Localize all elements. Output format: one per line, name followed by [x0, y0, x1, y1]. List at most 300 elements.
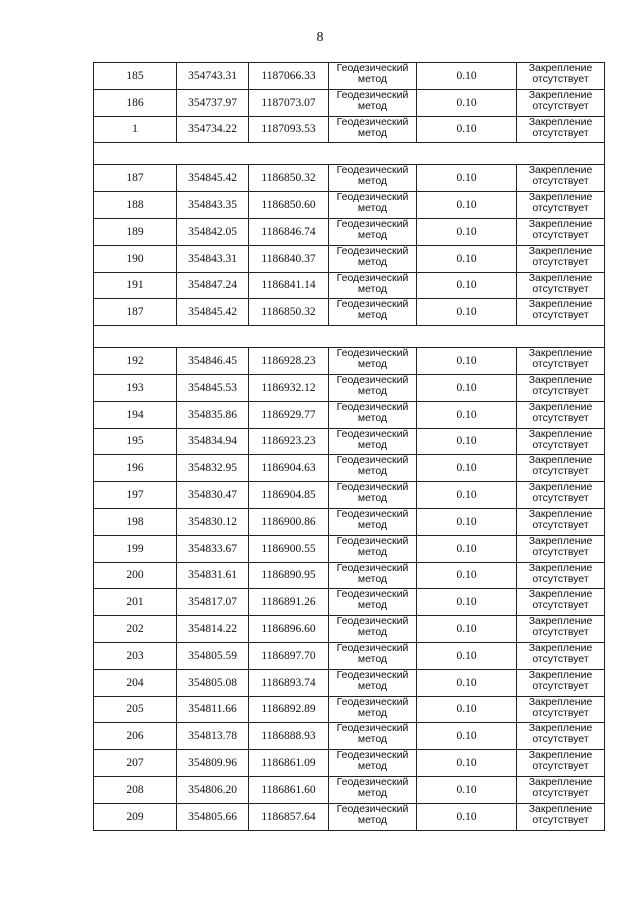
fixation-cell-line-2: отсутствует	[532, 786, 589, 799]
x-coordinate-cell: 354845.42	[177, 165, 249, 192]
method-cell-line-1: Геодезический	[336, 454, 409, 467]
table-row	[94, 776, 605, 803]
method-cell-line-1: Геодезический	[336, 642, 409, 654]
table-row	[94, 589, 605, 616]
point-number-cell: 197	[94, 482, 177, 509]
y-coordinate-cell: 1187066.33	[249, 63, 329, 90]
table-row	[94, 299, 605, 326]
method-cell-line-2: метод	[357, 786, 388, 799]
table-row	[94, 245, 605, 272]
y-coordinate-cell: 1186893.74	[249, 669, 329, 696]
fixation-cell-line-2: отсутствует	[532, 255, 589, 268]
fixation-cell-line-1: Закрепление	[528, 298, 593, 311]
y-coordinate-cell: 1186900.55	[249, 535, 329, 562]
x-coordinate-cell: 354845.42	[177, 299, 249, 326]
method-cell-line-2: метод	[357, 228, 388, 241]
method-cell-line-1: Геодезический	[336, 722, 409, 735]
point-number-cell: 199	[94, 535, 177, 562]
fixation-cell	[517, 272, 605, 299]
fixation-cell	[517, 165, 605, 192]
fixation-cell-line-1: Закрепление	[528, 749, 593, 762]
precision-cell: 0.10	[417, 535, 517, 562]
precision-cell: 0.10	[417, 508, 517, 535]
method-cell-line-1: Геодезический	[336, 374, 409, 386]
x-coordinate-cell: 354831.61	[177, 562, 249, 589]
precision-cell: 0.10	[417, 165, 517, 192]
fixation-cell-line-1: Закрепление	[528, 116, 593, 128]
fixation-cell-line-2: отсутствует	[532, 438, 589, 451]
fixation-cell-line-1: Закрепление	[528, 696, 593, 708]
point-number-cell: 1	[94, 116, 177, 143]
point-number-cell: 187	[94, 299, 177, 326]
x-coordinate-cell: 354835.86	[177, 401, 249, 428]
y-coordinate-cell: 1186892.89	[249, 696, 329, 723]
table-row	[94, 89, 605, 116]
fixation-cell-line-1: Закрепление	[528, 89, 593, 101]
point-number-cell: 208	[94, 776, 177, 803]
fixation-cell-line-1: Закрепление	[528, 62, 593, 74]
x-coordinate-cell: 354830.12	[177, 508, 249, 535]
group-separator-cell	[94, 326, 605, 348]
fixation-cell-line-1: Закрепление	[528, 508, 593, 520]
point-number-cell: 186	[94, 89, 177, 116]
method-cell-line-1: Геодезический	[336, 245, 409, 257]
method-cell-line-2: метод	[357, 358, 388, 371]
method-cell-line-2: метод	[357, 599, 388, 612]
fixation-cell-line-2: отсутствует	[532, 358, 589, 371]
table-row	[94, 63, 605, 90]
point-number-cell: 195	[94, 428, 177, 455]
fixation-cell-line-1: Закрепление	[528, 164, 593, 177]
y-coordinate-cell: 1186891.26	[249, 589, 329, 616]
y-coordinate-cell: 1186904.63	[249, 455, 329, 482]
group-separator-row	[94, 326, 605, 348]
point-number-cell: 206	[94, 723, 177, 750]
y-coordinate-cell: 1187093.53	[249, 116, 329, 143]
x-coordinate-cell: 354834.94	[177, 428, 249, 455]
x-coordinate-cell: 354843.31	[177, 245, 249, 272]
y-coordinate-cell: 1186900.86	[249, 508, 329, 535]
fixation-cell-line-2: отсутствует	[532, 706, 589, 719]
x-coordinate-cell: 354814.22	[177, 616, 249, 643]
point-number-cell: 205	[94, 696, 177, 723]
method-cell	[329, 401, 417, 428]
method-cell-line-1: Геодезический	[336, 62, 409, 74]
fixation-cell-line-1: Закрепление	[528, 615, 593, 628]
x-coordinate-cell: 354843.35	[177, 192, 249, 219]
fixation-cell-line-2: отсутствует	[532, 228, 589, 241]
table-row	[94, 803, 605, 830]
table-row	[94, 348, 605, 375]
fixation-cell-line-2: отсутствует	[532, 813, 589, 826]
table-row	[94, 116, 605, 143]
precision-cell: 0.10	[417, 245, 517, 272]
fixation-cell-line-2: отсутствует	[532, 384, 589, 397]
method-cell-line-2: метод	[357, 175, 388, 188]
method-cell-line-2: метод	[357, 706, 388, 719]
y-coordinate-cell: 1186850.32	[249, 165, 329, 192]
fixation-cell-line-2: отсутствует	[532, 652, 589, 665]
fixation-cell	[517, 455, 605, 482]
coordinates-table-body	[94, 63, 605, 831]
fixation-cell-line-1: Закрепление	[528, 669, 593, 681]
fixation-cell-line-2: отсутствует	[532, 411, 589, 424]
fixation-cell	[517, 348, 605, 375]
point-number-cell: 207	[94, 750, 177, 777]
fixation-cell-line-1: Закрепление	[528, 776, 593, 788]
method-cell	[329, 803, 417, 830]
table-row	[94, 535, 605, 562]
method-cell-line-2: метод	[357, 411, 388, 424]
fixation-cell	[517, 482, 605, 509]
method-cell-line-1: Геодезический	[336, 696, 409, 708]
fixation-cell-line-1: Закрепление	[528, 535, 593, 547]
x-coordinate-cell: 354842.05	[177, 218, 249, 245]
method-cell-line-1: Геодезический	[336, 508, 409, 520]
precision-cell: 0.10	[417, 562, 517, 589]
method-cell-line-2: метод	[357, 99, 388, 112]
x-coordinate-cell: 354805.08	[177, 669, 249, 696]
method-cell	[329, 616, 417, 643]
method-cell-line-1: Геодезический	[336, 428, 409, 440]
y-coordinate-cell: 1186923.23	[249, 428, 329, 455]
precision-cell: 0.10	[417, 428, 517, 455]
x-coordinate-cell: 354806.20	[177, 776, 249, 803]
method-cell-line-2: метод	[357, 438, 388, 451]
table-row	[94, 562, 605, 589]
precision-cell: 0.10	[417, 348, 517, 375]
fixation-cell-line-1: Закрепление	[528, 562, 593, 574]
fixation-cell	[517, 428, 605, 455]
method-cell-line-1: Геодезический	[336, 669, 409, 681]
y-coordinate-cell: 1186846.74	[249, 218, 329, 245]
method-cell-line-2: метод	[357, 492, 388, 505]
table-row	[94, 642, 605, 669]
fixation-cell	[517, 616, 605, 643]
method-cell	[329, 482, 417, 509]
fixation-cell-line-1: Закрепление	[528, 481, 593, 494]
fixation-cell-line-2: отсутствует	[532, 545, 589, 558]
method-cell	[329, 245, 417, 272]
point-number-cell: 185	[94, 63, 177, 90]
fixation-cell	[517, 374, 605, 401]
method-cell	[329, 696, 417, 723]
fixation-cell-line-2: отсутствует	[532, 518, 589, 531]
method-cell-line-1: Геодезический	[336, 535, 409, 547]
method-cell-line-2: метод	[357, 126, 388, 139]
table-row	[94, 218, 605, 245]
precision-cell: 0.10	[417, 374, 517, 401]
precision-cell: 0.10	[417, 89, 517, 116]
fixation-cell	[517, 508, 605, 535]
fixation-cell-line-1: Закрепление	[528, 401, 593, 413]
fixation-cell-line-2: отсутствует	[532, 175, 589, 188]
method-cell	[329, 192, 417, 219]
precision-cell: 0.10	[417, 723, 517, 750]
x-coordinate-cell: 354817.07	[177, 589, 249, 616]
fixation-cell-line-2: отсутствует	[532, 760, 589, 773]
fixation-cell	[517, 562, 605, 589]
fixation-cell-line-2: отсутствует	[532, 599, 589, 612]
precision-cell: 0.10	[417, 696, 517, 723]
x-coordinate-cell: 354805.66	[177, 803, 249, 830]
fixation-cell	[517, 803, 605, 830]
point-number-cell: 188	[94, 192, 177, 219]
point-number-cell: 189	[94, 218, 177, 245]
y-coordinate-cell: 1186928.23	[249, 348, 329, 375]
table-row	[94, 272, 605, 299]
table-row	[94, 750, 605, 777]
method-cell	[329, 116, 417, 143]
table-row	[94, 616, 605, 643]
y-coordinate-cell: 1186929.77	[249, 401, 329, 428]
method-cell-line-1: Геодезический	[336, 588, 409, 601]
y-coordinate-cell: 1186840.37	[249, 245, 329, 272]
table-row	[94, 192, 605, 219]
precision-cell: 0.10	[417, 776, 517, 803]
method-cell-line-2: метод	[357, 384, 388, 397]
y-coordinate-cell: 1186841.14	[249, 272, 329, 299]
table-row	[94, 669, 605, 696]
table-row	[94, 696, 605, 723]
method-cell-line-1: Геодезический	[336, 164, 409, 177]
fixation-cell-line-1: Закрепление	[528, 454, 593, 467]
table-row	[94, 455, 605, 482]
method-cell-line-2: метод	[357, 282, 388, 295]
fixation-cell-line-1: Закрепление	[528, 642, 593, 654]
method-cell-line-1: Геодезический	[336, 191, 409, 204]
fixation-cell-line-1: Закрепление	[528, 374, 593, 386]
method-cell-line-1: Геодезический	[336, 776, 409, 788]
fixation-cell-line-2: отсутствует	[532, 99, 589, 112]
y-coordinate-cell: 1186861.60	[249, 776, 329, 803]
method-cell	[329, 89, 417, 116]
fixation-cell	[517, 116, 605, 143]
method-cell	[329, 669, 417, 696]
y-coordinate-cell: 1186850.60	[249, 192, 329, 219]
precision-cell: 0.10	[417, 669, 517, 696]
fixation-cell-line-2: отсутствует	[532, 73, 589, 85]
fixation-cell-line-2: отсутствует	[532, 282, 589, 295]
method-cell-line-2: метод	[357, 255, 388, 268]
fixation-cell-line-1: Закрепление	[528, 722, 593, 735]
method-cell-line-1: Геодезический	[336, 89, 409, 101]
precision-cell: 0.10	[417, 272, 517, 299]
method-cell	[329, 508, 417, 535]
precision-cell: 0.10	[417, 482, 517, 509]
fixation-cell	[517, 642, 605, 669]
method-cell	[329, 589, 417, 616]
y-coordinate-cell: 1186932.12	[249, 374, 329, 401]
fixation-cell	[517, 63, 605, 90]
table-row	[94, 374, 605, 401]
x-coordinate-cell: 354830.47	[177, 482, 249, 509]
method-cell	[329, 374, 417, 401]
x-coordinate-cell: 354845.53	[177, 374, 249, 401]
point-number-cell: 194	[94, 401, 177, 428]
x-coordinate-cell: 354743.31	[177, 63, 249, 90]
precision-cell: 0.10	[417, 192, 517, 219]
fixation-cell	[517, 723, 605, 750]
x-coordinate-cell: 354832.95	[177, 455, 249, 482]
x-coordinate-cell: 354805.59	[177, 642, 249, 669]
fixation-cell-line-2: отсутствует	[532, 733, 589, 746]
method-cell-line-1: Геодезический	[336, 218, 409, 230]
fixation-cell	[517, 696, 605, 723]
point-number-cell: 203	[94, 642, 177, 669]
method-cell-line-1: Геодезический	[336, 401, 409, 413]
method-cell-line-2: метод	[357, 572, 388, 585]
fixation-cell-line-2: отсутствует	[532, 309, 589, 322]
method-cell-line-1: Геодезический	[336, 749, 409, 762]
method-cell	[329, 562, 417, 589]
y-coordinate-cell: 1186904.85	[249, 482, 329, 509]
fixation-cell-line-1: Закрепление	[528, 803, 593, 815]
method-cell	[329, 63, 417, 90]
fixation-cell-line-1: Закрепление	[528, 347, 593, 360]
fixation-cell	[517, 218, 605, 245]
fixation-cell-line-1: Закрепление	[528, 191, 593, 204]
precision-cell: 0.10	[417, 116, 517, 143]
method-cell	[329, 299, 417, 326]
coordinates-table	[93, 62, 605, 831]
method-cell-line-2: метод	[357, 465, 388, 478]
method-cell	[329, 750, 417, 777]
method-cell	[329, 535, 417, 562]
page-number: 8	[316, 30, 324, 45]
point-number-cell: 204	[94, 669, 177, 696]
x-coordinate-cell: 354846.45	[177, 348, 249, 375]
point-number-cell: 190	[94, 245, 177, 272]
method-cell-line-2: метод	[357, 309, 388, 322]
precision-cell: 0.10	[417, 589, 517, 616]
table-row	[94, 401, 605, 428]
method-cell-line-2: метод	[357, 626, 388, 639]
method-cell-line-2: метод	[357, 545, 388, 558]
table-row	[94, 508, 605, 535]
fixation-cell	[517, 535, 605, 562]
y-coordinate-cell: 1186888.93	[249, 723, 329, 750]
x-coordinate-cell: 354811.66	[177, 696, 249, 723]
method-cell-line-1: Геодезический	[336, 803, 409, 815]
method-cell-line-1: Геодезический	[336, 116, 409, 128]
x-coordinate-cell: 354813.78	[177, 723, 249, 750]
method-cell	[329, 455, 417, 482]
y-coordinate-cell: 1186897.70	[249, 642, 329, 669]
method-cell	[329, 723, 417, 750]
group-separator-cell	[94, 143, 605, 165]
table-row	[94, 723, 605, 750]
fixation-cell	[517, 401, 605, 428]
precision-cell: 0.10	[417, 803, 517, 830]
method-cell-line-1: Геодезический	[336, 481, 409, 494]
point-number-cell: 191	[94, 272, 177, 299]
fixation-cell-line-2: отсутствует	[532, 679, 589, 692]
point-number-cell: 187	[94, 165, 177, 192]
y-coordinate-cell: 1186896.60	[249, 616, 329, 643]
method-cell-line-2: метод	[357, 679, 388, 692]
method-cell	[329, 165, 417, 192]
method-cell-line-2: метод	[357, 760, 388, 773]
point-number-cell: 201	[94, 589, 177, 616]
fixation-cell	[517, 299, 605, 326]
fixation-cell-line-2: отсутствует	[532, 572, 589, 585]
point-number-cell: 209	[94, 803, 177, 830]
fixation-cell-line-2: отсутствует	[532, 626, 589, 639]
fixation-cell	[517, 776, 605, 803]
fixation-cell	[517, 750, 605, 777]
precision-cell: 0.10	[417, 616, 517, 643]
x-coordinate-cell: 354833.67	[177, 535, 249, 562]
fixation-cell-line-2: отсутствует	[532, 492, 589, 505]
x-coordinate-cell: 354737.97	[177, 89, 249, 116]
fixation-cell-line-1: Закрепление	[528, 245, 593, 257]
fixation-cell-line-2: отсутствует	[532, 202, 589, 215]
method-cell-line-2: метод	[357, 202, 388, 215]
point-number-cell: 200	[94, 562, 177, 589]
method-cell-line-2: метод	[357, 73, 388, 85]
method-cell	[329, 348, 417, 375]
fixation-cell	[517, 89, 605, 116]
method-cell-line-1: Геодезический	[336, 298, 409, 311]
point-number-cell: 202	[94, 616, 177, 643]
fixation-cell-line-2: отсутствует	[532, 126, 589, 139]
fixation-cell	[517, 245, 605, 272]
fixation-cell	[517, 589, 605, 616]
method-cell-line-1: Геодезический	[336, 347, 409, 360]
fixation-cell-line-2: отсутствует	[532, 465, 589, 478]
table-row	[94, 482, 605, 509]
method-cell-line-2: метод	[357, 652, 388, 665]
fixation-cell	[517, 669, 605, 696]
fixation-cell-line-1: Закрепление	[528, 588, 593, 601]
method-cell-line-2: метод	[357, 518, 388, 531]
point-number-cell: 198	[94, 508, 177, 535]
fixation-cell-line-1: Закрепление	[528, 428, 593, 440]
method-cell-line-2: метод	[357, 813, 388, 826]
precision-cell: 0.10	[417, 63, 517, 90]
x-coordinate-cell: 354734.22	[177, 116, 249, 143]
precision-cell: 0.10	[417, 218, 517, 245]
method-cell-line-1: Геодезический	[336, 272, 409, 284]
method-cell	[329, 776, 417, 803]
method-cell-line-2: метод	[357, 733, 388, 746]
method-cell-line-1: Геодезический	[336, 615, 409, 628]
y-coordinate-cell: 1187073.07	[249, 89, 329, 116]
method-cell	[329, 428, 417, 455]
precision-cell: 0.10	[417, 750, 517, 777]
point-number-cell: 192	[94, 348, 177, 375]
fixation-cell-line-1: Закрепление	[528, 272, 593, 284]
point-number-cell: 193	[94, 374, 177, 401]
y-coordinate-cell: 1186857.64	[249, 803, 329, 830]
point-number-cell: 196	[94, 455, 177, 482]
method-cell-line-1: Геодезический	[336, 562, 409, 574]
x-coordinate-cell: 354809.96	[177, 750, 249, 777]
precision-cell: 0.10	[417, 642, 517, 669]
y-coordinate-cell: 1186850.32	[249, 299, 329, 326]
method-cell	[329, 642, 417, 669]
precision-cell: 0.10	[417, 455, 517, 482]
y-coordinate-cell: 1186861.09	[249, 750, 329, 777]
group-separator-row	[94, 143, 605, 165]
precision-cell: 0.10	[417, 401, 517, 428]
precision-cell: 0.10	[417, 299, 517, 326]
table-row	[94, 165, 605, 192]
fixation-cell-line-1: Закрепление	[528, 218, 593, 230]
method-cell	[329, 272, 417, 299]
y-coordinate-cell: 1186890.95	[249, 562, 329, 589]
